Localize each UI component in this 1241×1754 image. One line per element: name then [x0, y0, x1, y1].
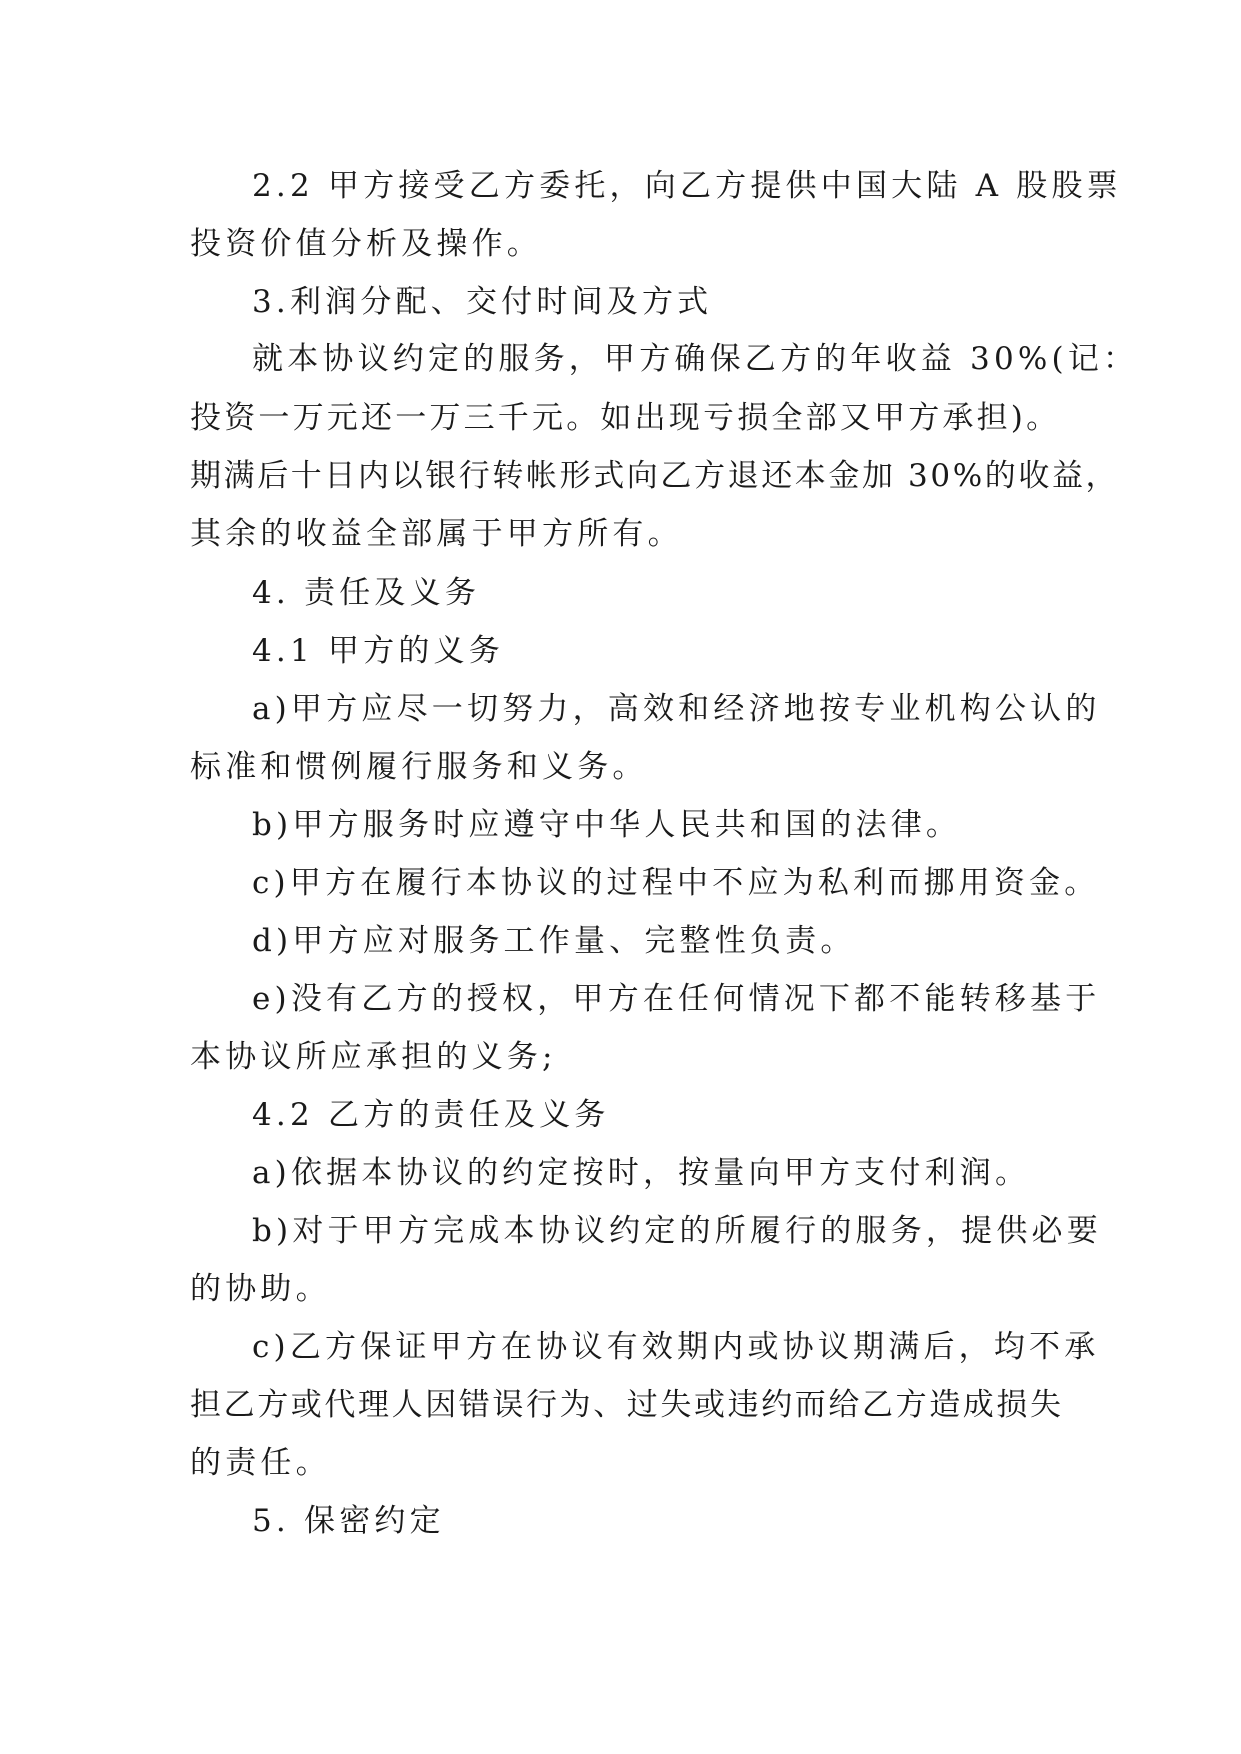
subsection-heading: 4.1 甲方的义务: [252, 633, 504, 669]
text-line: 就本协议约定的服务，甲方确保乙方的年收益 30%(记：: [252, 341, 1139, 377]
section-heading: 5. 保密约定: [252, 1503, 445, 1539]
text-line: 期满后十日内以银行转帐形式向乙方退还本金加 30%的收益，: [190, 458, 1120, 494]
text-line: c)甲方在履行本协议的过程中不应为私利而挪用资金。: [252, 865, 1100, 901]
text-line: 的协助。: [190, 1271, 331, 1307]
text-line: a)甲方应尽一切努力，高效和经济地按专业机构公认的: [252, 691, 1101, 727]
subsection-heading: 4.2 乙方的责任及义务: [252, 1097, 610, 1133]
text-line: a)依据本协议的约定按时，按量向甲方支付利润。: [252, 1155, 1031, 1191]
text-line: c)乙方保证甲方在协议有效期内或协议期满后，均不承: [252, 1329, 1100, 1365]
text-line: 2.2 甲方接受乙方委托，向乙方提供中国大陆 A 股股票: [252, 168, 1122, 204]
text-line: 本协议所应承担的义务;: [190, 1039, 557, 1075]
text-line: 投资一万元还一万三千元。如出现亏损全部又甲方承担)。: [190, 400, 1061, 436]
text-line: b)对于甲方完成本协议约定的所履行的服务，提供必要: [252, 1213, 1102, 1249]
text-line: 投资价值分析及操作。: [190, 226, 542, 262]
text-line: b)甲方服务时应遵守中华人民共和国的法律。: [252, 807, 962, 843]
text-line: 标准和惯例履行服务和义务。: [190, 749, 648, 785]
text-line: 其余的收益全部属于甲方所有。: [190, 516, 683, 552]
text-line: e)没有乙方的授权，甲方在任何情况下都不能转移基于: [252, 981, 1101, 1017]
text-line: 担乙方或代理人因错误行为、过失或违约而给乙方造成损失: [190, 1387, 1064, 1423]
section-heading: 4. 责任及义务: [252, 575, 481, 611]
text-line: d)甲方应对服务工作量、完整性负责。: [252, 923, 856, 959]
text-line: 3.利润分配、交付时间及方式: [252, 284, 713, 320]
text-line: 的责任。: [190, 1445, 331, 1481]
